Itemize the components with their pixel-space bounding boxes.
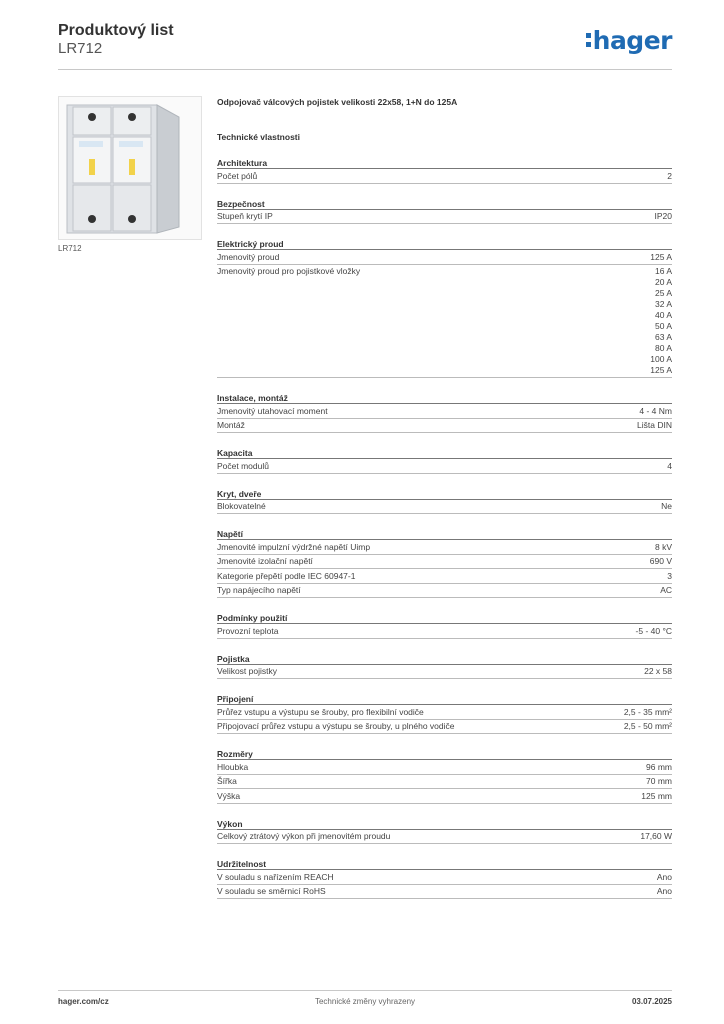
spec-row <box>217 250 672 265</box>
spec-group-title: Architektura <box>217 157 672 169</box>
spec-value: 70 mm <box>646 776 672 786</box>
spec-label: Provozní teplota <box>217 625 279 636</box>
spec-row <box>217 555 672 570</box>
product-description: Odpojovač válcových pojistek velikosti 22x58, 1+N do 125A <box>217 97 458 107</box>
spec-group <box>217 858 672 899</box>
spec-group <box>217 612 672 639</box>
spec-label: V souladu se směrnicí RoHS <box>217 886 326 896</box>
spec-row <box>217 665 672 680</box>
spec-values <box>646 762 672 773</box>
spec-value: 125 mm <box>641 790 672 801</box>
spec-group-title: Instalace, montáž <box>217 392 672 404</box>
spec-value: -5 - 40 °C <box>635 625 672 636</box>
spec-group <box>217 198 672 225</box>
spec-values <box>660 585 672 596</box>
spec-group <box>217 818 672 845</box>
fuse-disconnector-illustration <box>59 97 201 239</box>
spec-label: Jmenovitý proud <box>217 251 280 262</box>
spec-values <box>667 171 672 182</box>
spec-group <box>217 447 672 474</box>
spec-value: 80 A <box>654 343 672 353</box>
spec-label: Typ napájecího napětí <box>217 585 301 595</box>
spec-value: IP20 <box>654 211 672 221</box>
spec-values <box>657 886 672 897</box>
spec-group-title: Připojení <box>217 693 672 705</box>
technical-properties-title: Technické vlastnosti <box>217 132 300 142</box>
spec-row <box>217 265 672 379</box>
spec-row <box>217 500 672 515</box>
spec-group-title: Rozměry <box>217 748 672 760</box>
spec-label: Celkový ztrátový výkon při jmenovitém proudu <box>217 831 391 841</box>
spec-values <box>639 406 672 417</box>
spec-label: Stupeň krytí IP <box>217 211 273 221</box>
spec-group-title: Elektrický proud <box>217 238 672 250</box>
spec-value: 63 A <box>654 332 672 342</box>
spec-value: 22 x 58 <box>644 666 672 676</box>
spec-value: 100 A <box>650 354 672 364</box>
spec-label: Jmenovité izolační napětí <box>217 556 313 566</box>
spec-value: 690 V <box>649 556 672 566</box>
specifications <box>217 96 672 899</box>
spec-value: 25 A <box>654 288 672 298</box>
spec-values <box>655 542 672 553</box>
spec-group-title: Napětí <box>217 528 672 540</box>
spec-label: Jmenovitý proud pro pojistkové vložky <box>217 266 361 276</box>
spec-values <box>667 461 672 472</box>
spec-values <box>640 831 672 842</box>
spec-value: 96 mm <box>646 761 672 772</box>
spec-row <box>217 830 672 845</box>
spec-values <box>636 626 672 637</box>
spec-value: Lišta DIN <box>637 420 672 430</box>
spec-values <box>637 420 672 431</box>
spec-values <box>641 791 672 802</box>
spec-label: Počet modulů <box>217 460 269 471</box>
spec-group-title: Kryt, dveře <box>217 488 672 500</box>
spec-label: Montáž <box>217 420 245 430</box>
spec-value: 17,60 W <box>640 831 672 841</box>
spec-value: 2,5 - 35 mm² <box>623 706 672 717</box>
spec-value: 4 - 4 Nm <box>639 405 672 416</box>
spec-group <box>217 392 672 433</box>
spec-value: 4 <box>667 460 672 471</box>
document-title: Produktový list <box>58 22 174 39</box>
product-image <box>58 96 202 240</box>
spec-label: Výška <box>217 790 241 801</box>
spec-value: 16 A <box>654 266 672 276</box>
spec-group <box>217 693 672 734</box>
spec-values <box>646 776 672 787</box>
spec-label: Šířka <box>217 776 237 786</box>
page-footer <box>58 997 672 1011</box>
spec-label: Blokovatelné <box>217 501 266 511</box>
spec-group-title: Výkon <box>217 818 672 830</box>
spec-value: 40 A <box>654 310 672 320</box>
logo-text: hager <box>592 26 672 55</box>
spec-group-title: Pojistka <box>217 653 672 665</box>
spec-label: Kategorie přepětí podle IEC 60947-1 <box>217 570 356 581</box>
spec-label: Jmenovitý utahovací moment <box>217 405 328 416</box>
spec-values <box>657 872 672 883</box>
spec-group <box>217 488 672 515</box>
logo-colon-icon <box>586 32 592 48</box>
spec-label: Velikost pojistky <box>217 666 277 676</box>
hager-logo <box>586 26 672 55</box>
spec-label: Počet pólů <box>217 170 258 181</box>
spec-group-title: Bezpečnost <box>217 198 672 210</box>
spec-row <box>217 169 672 184</box>
spec-values <box>661 501 672 512</box>
spec-value: 8 kV <box>654 541 672 552</box>
spec-row <box>217 789 672 804</box>
image-caption: LR712 <box>58 244 82 253</box>
spec-label: Připojovací průřez vstupu a výstupu se šrouby, u plného vodiče <box>217 721 455 731</box>
spec-group <box>217 238 672 378</box>
spec-value: 2,5 - 50 mm² <box>623 721 672 731</box>
spec-label: Hloubka <box>217 761 249 772</box>
spec-value: Ano <box>656 871 672 882</box>
spec-group-title: Podmínky použití <box>217 612 672 624</box>
spec-group <box>217 528 672 598</box>
spec-row <box>217 705 672 720</box>
spec-value: AC <box>660 585 672 595</box>
spec-row <box>217 404 672 419</box>
spec-label: Průřez vstupu a výstupu se šrouby, pro flexibilní vodiče <box>217 706 424 717</box>
spec-row <box>217 569 672 584</box>
spec-value: 32 A <box>654 299 672 309</box>
spec-value: 125 A <box>650 251 672 262</box>
footer-divider <box>58 990 672 991</box>
footer-notice: Technické změny vyhrazeny <box>314 997 416 1006</box>
spec-group-title: Udržitelnost <box>217 858 672 870</box>
spec-groups <box>217 157 672 899</box>
spec-row <box>217 540 672 555</box>
spec-group <box>217 748 672 804</box>
spec-row <box>217 624 672 639</box>
spec-row <box>217 720 672 735</box>
spec-values <box>667 571 672 582</box>
spec-values <box>650 556 672 567</box>
spec-values <box>624 721 672 732</box>
spec-values <box>624 707 672 718</box>
spec-row <box>217 584 672 599</box>
spec-row <box>217 459 672 474</box>
spec-value: 2 <box>667 170 672 181</box>
spec-value: 125 A <box>650 365 672 375</box>
spec-row <box>217 760 672 775</box>
spec-group <box>217 157 672 184</box>
spec-group-title: Kapacita <box>217 447 672 459</box>
spec-group <box>217 653 672 680</box>
spec-row <box>217 870 672 885</box>
page-header <box>58 20 672 70</box>
footer-website: hager.com/cz <box>58 997 109 1006</box>
spec-values <box>650 266 672 376</box>
product-code: LR712 <box>58 40 103 57</box>
spec-value: Ano <box>656 886 672 896</box>
spec-label: Jmenovité impulzní výdržné napětí Uimp <box>217 541 371 552</box>
spec-value: 20 A <box>654 277 672 287</box>
spec-value: 50 A <box>654 321 672 331</box>
spec-values <box>655 211 673 222</box>
spec-values <box>650 252 672 263</box>
spec-value: 3 <box>667 570 672 581</box>
spec-value: Ne <box>661 501 672 511</box>
spec-values <box>644 666 672 677</box>
spec-row <box>217 885 672 900</box>
spec-row <box>217 210 672 225</box>
spec-row <box>217 775 672 790</box>
footer-date: 03.07.2025 <box>631 997 672 1006</box>
spec-label: V souladu s nařízením REACH <box>217 871 334 882</box>
spec-row <box>217 419 672 434</box>
